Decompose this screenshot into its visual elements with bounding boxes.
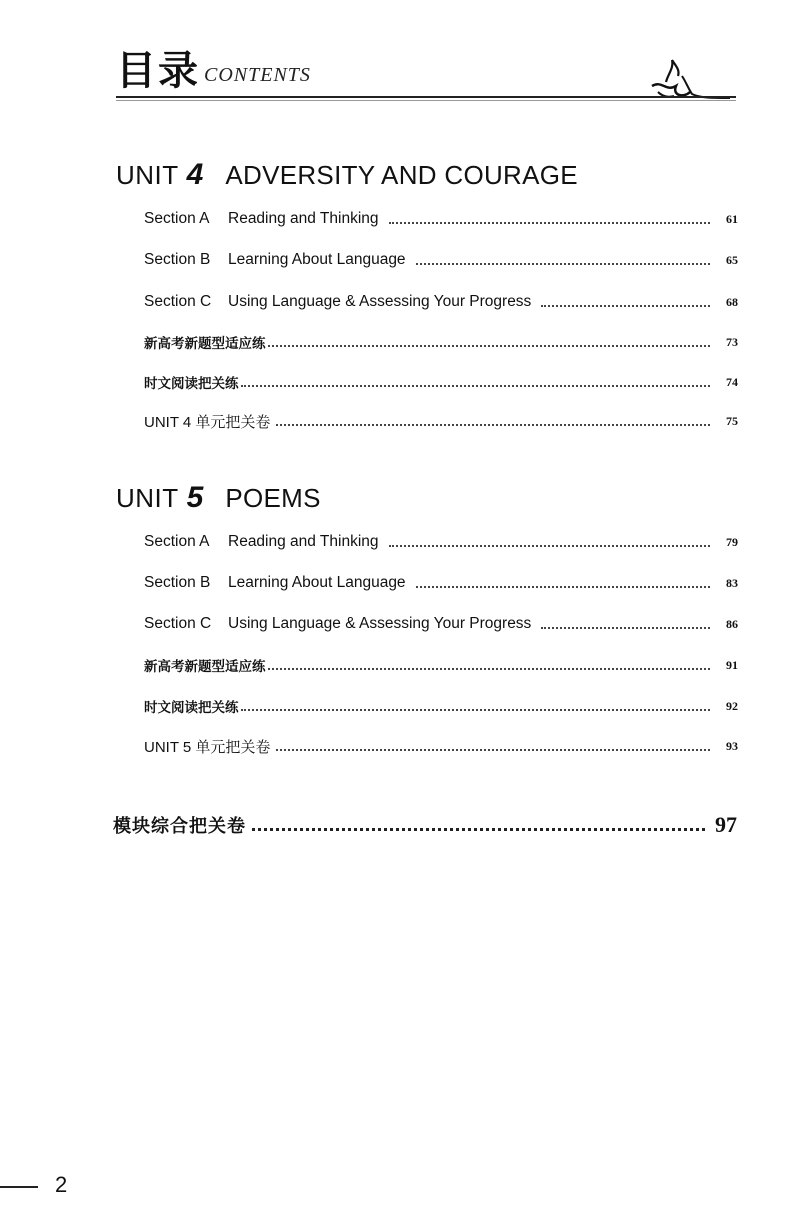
entry-title: Using Language & Assessing Your Progress: [228, 293, 532, 310]
leader-dots: [268, 660, 711, 670]
page-number: 61: [726, 211, 738, 226]
section-label: Section C: [144, 615, 212, 632]
toc-entry-final[interactable]: [113, 810, 737, 840]
entry-title: UNIT 5 单元把关卷: [144, 738, 271, 756]
toc-entry[interactable]: [144, 530, 738, 554]
entry-title: Using Language & Assessing Your Progress: [228, 615, 532, 632]
leader-dots: [241, 701, 711, 711]
unit-5-heading: [116, 481, 321, 515]
leader-dots: [416, 255, 710, 265]
unit-word: UNIT: [116, 483, 179, 513]
page-number: 91: [726, 657, 738, 672]
toc-entry[interactable]: [144, 653, 738, 677]
toc-entry[interactable]: [144, 612, 738, 636]
entry-title: Reading and Thinking: [228, 533, 379, 550]
header-rule-thin: [116, 100, 736, 101]
entry-title: 时文阅读把关练: [144, 700, 239, 716]
page-number: 86: [726, 616, 738, 631]
section-label: Section B: [144, 251, 211, 268]
page-number: 93: [726, 738, 738, 753]
leader-dots: [541, 297, 710, 307]
page-number: 73: [726, 334, 738, 349]
entry-title: Learning About Language: [228, 251, 406, 268]
unit-word: UNIT: [116, 160, 179, 190]
unit-number: 5: [186, 481, 204, 514]
page-number: 97: [715, 812, 737, 837]
toc-entry[interactable]: [144, 694, 738, 718]
unit-name: ADVERSITY AND COURAGE: [225, 160, 578, 190]
contents-header: [116, 48, 736, 108]
page-title: 目录: [116, 48, 200, 94]
page-number: 68: [726, 294, 738, 309]
footer-rule: [0, 1186, 38, 1188]
section-label: Section C: [144, 293, 212, 310]
toc-entry[interactable]: [144, 290, 738, 314]
entry-title: UNIT 4 单元把关卷: [144, 413, 271, 431]
page-subtitle: CONTENTS: [204, 64, 311, 86]
leader-dots: [389, 214, 710, 224]
unit-name: POEMS: [225, 483, 321, 513]
toc-entry[interactable]: [144, 330, 738, 354]
unit-number: 4: [186, 158, 204, 191]
entry-title: 模块综合把关卷: [113, 816, 246, 837]
entry-title: 时文阅读把关练: [144, 376, 239, 392]
leader-dots: [268, 337, 711, 347]
entry-title: 新高考新题型适应练: [144, 336, 266, 352]
entry-title: Learning About Language: [228, 574, 406, 591]
toc-entry[interactable]: [144, 409, 738, 433]
header-rule: [116, 96, 736, 98]
toc-entry[interactable]: [144, 370, 738, 394]
footer-page-number: 2: [55, 1172, 68, 1197]
leader-dots: [252, 819, 705, 831]
leader-dots: [389, 537, 710, 547]
leader-dots: [241, 377, 711, 387]
leader-dots: [541, 619, 710, 629]
toc-entry[interactable]: [144, 571, 738, 595]
leader-dots: [276, 741, 710, 751]
page-number: 79: [726, 534, 738, 549]
section-label: Section A: [144, 210, 210, 227]
leader-dots: [276, 416, 710, 426]
entry-title: 新高考新题型适应练: [144, 659, 266, 675]
page-number: 75: [726, 413, 738, 428]
toc-entry[interactable]: [144, 734, 738, 758]
toc-entry[interactable]: [144, 207, 738, 231]
page-number: 65: [726, 252, 738, 267]
leader-dots: [416, 578, 710, 588]
page-number: 92: [726, 698, 738, 713]
section-label: Section B: [144, 574, 211, 591]
unit-4-heading: [116, 158, 578, 192]
entry-title: Reading and Thinking: [228, 210, 379, 227]
section-label: Section A: [144, 533, 210, 550]
page-number: 83: [726, 575, 738, 590]
page-number: 74: [726, 374, 738, 389]
toc-entry[interactable]: [144, 248, 738, 272]
